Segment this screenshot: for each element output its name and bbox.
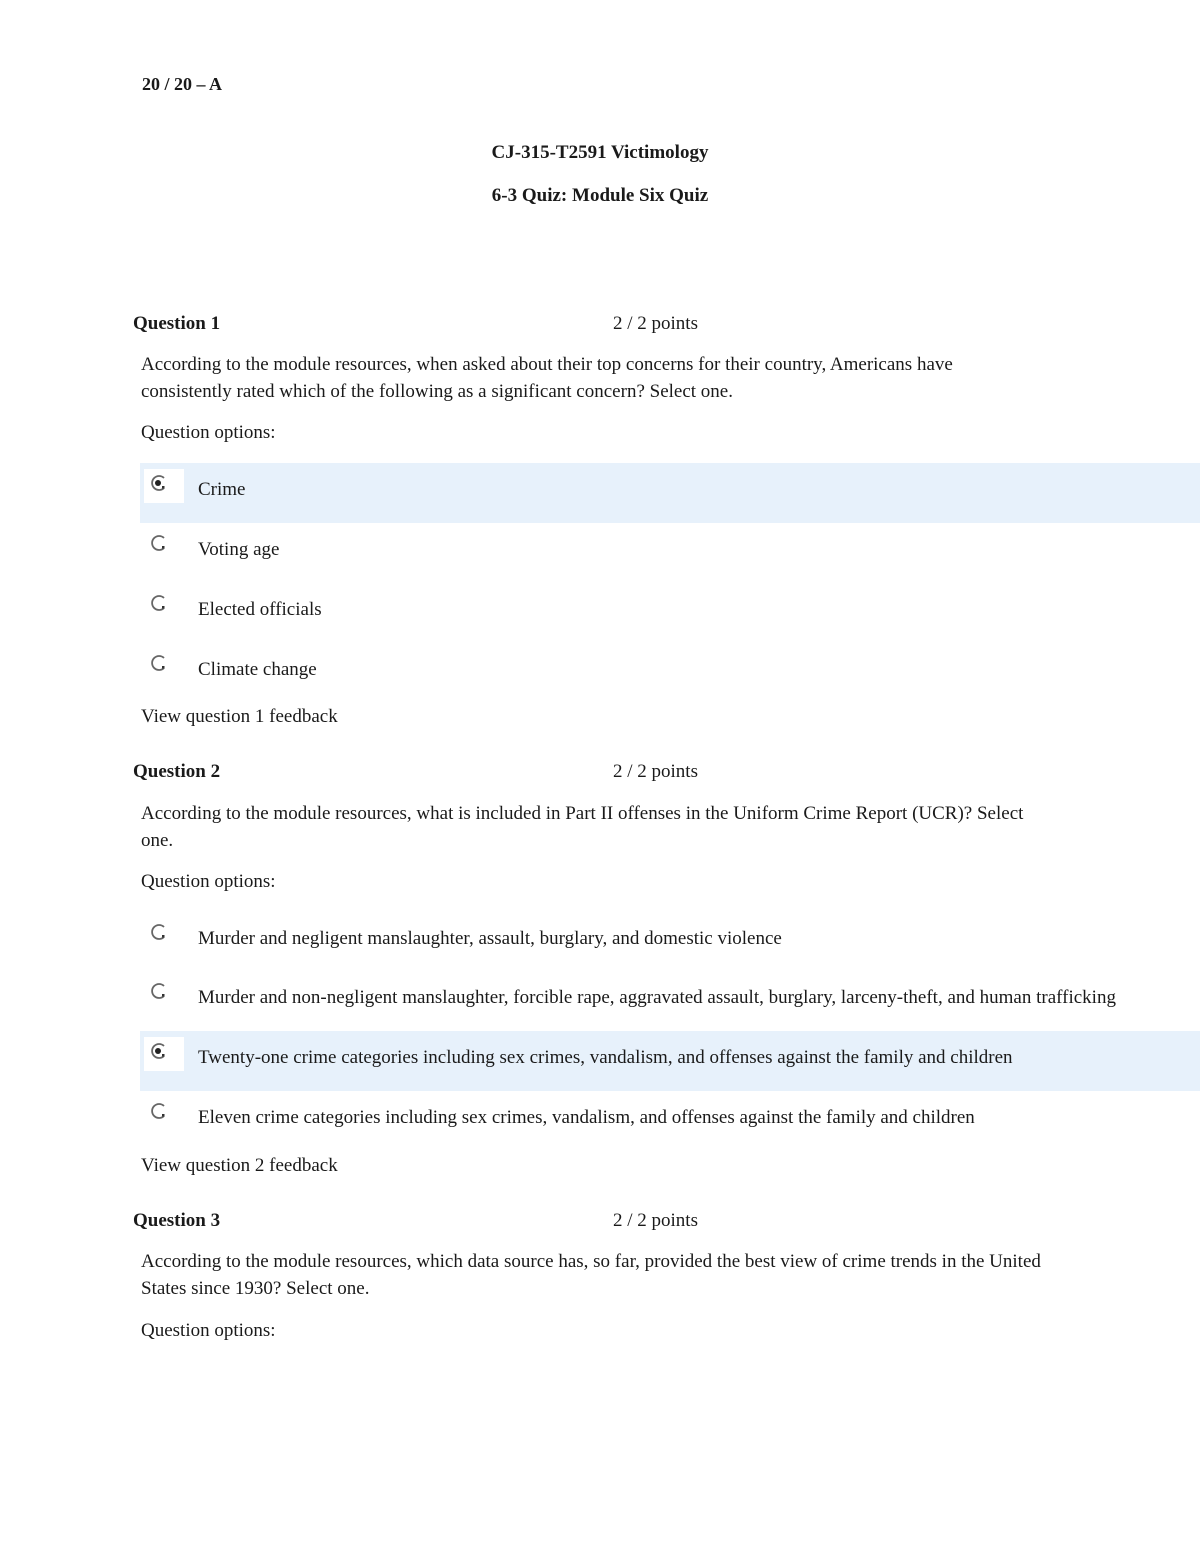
question-label: Question 2: [133, 761, 221, 782]
option-row[interactable]: [140, 1091, 1200, 1151]
option-text: Murder and negligent manslaughter, assault, burglary, and domestic violence: [198, 928, 782, 949]
option-text: Crime: [198, 479, 246, 500]
question-options-label: Question options:: [141, 1320, 276, 1341]
question-text: According to the module resources, which data source has, so far, provided the best view of crime trends in the United States since 1930? Select one.: [141, 1251, 1041, 1299]
option-text: Elected officials: [198, 599, 322, 620]
radio-selected-icon[interactable]: [144, 1037, 184, 1071]
option-row[interactable]: [140, 643, 1200, 703]
view-feedback-link[interactable]: View question 1 feedback: [141, 706, 338, 727]
option-row[interactable]: [140, 463, 1200, 523]
radio-unselected-icon[interactable]: [144, 589, 184, 623]
radio-unselected-icon[interactable]: [144, 529, 184, 563]
question-label: Question 3: [133, 1210, 221, 1231]
option-row[interactable]: [140, 971, 1200, 1031]
option-text: Climate change: [198, 659, 317, 680]
option-text: Twenty-one crime categories including sex crimes, vandalism, and offenses against the family and children: [198, 1047, 1013, 1068]
radio-unselected-icon[interactable]: [144, 918, 184, 952]
course-title: CJ-315-T2591 Victimology: [491, 142, 709, 163]
question-text: According to the module resources, when asked about their top concerns for their country, Americans have consistently rated which of the following as a significant concern? Select one.: [141, 354, 953, 402]
question-options-label: Question options:: [141, 871, 276, 892]
radio-unselected-icon[interactable]: [144, 1097, 184, 1131]
question-points: 2 / 2 points: [613, 313, 698, 334]
radio-selected-icon[interactable]: [144, 469, 184, 503]
quiz-title: 6-3 Quiz: Module Six Quiz: [491, 185, 709, 206]
option-text: Murder and non-negligent manslaughter, forcible rape, aggravated assault, burglary, larceny-theft, and human trafficking: [198, 987, 1116, 1008]
question-points: 2 / 2 points: [613, 1210, 698, 1231]
question-points: 2 / 2 points: [613, 761, 698, 782]
radio-unselected-icon[interactable]: [144, 649, 184, 683]
view-feedback-link[interactable]: View question 2 feedback: [141, 1155, 338, 1176]
score-grade: 20 / 20 – A: [142, 74, 223, 94]
option-text: Eleven crime categories including sex crimes, vandalism, and offenses against the family and children: [198, 1107, 975, 1128]
question-text: According to the module resources, what is included in Part II offenses in the Uniform Crime Report (UCR)? Select one.: [141, 803, 1024, 851]
question-label: Question 1: [133, 313, 221, 334]
option-text: Voting age: [198, 539, 280, 560]
option-row[interactable]: [140, 583, 1200, 643]
option-row[interactable]: [140, 523, 1200, 583]
option-row[interactable]: [140, 1031, 1200, 1091]
radio-unselected-icon[interactable]: [144, 977, 184, 1011]
question-options-label: Question options:: [141, 422, 276, 443]
option-row[interactable]: [140, 912, 1200, 972]
